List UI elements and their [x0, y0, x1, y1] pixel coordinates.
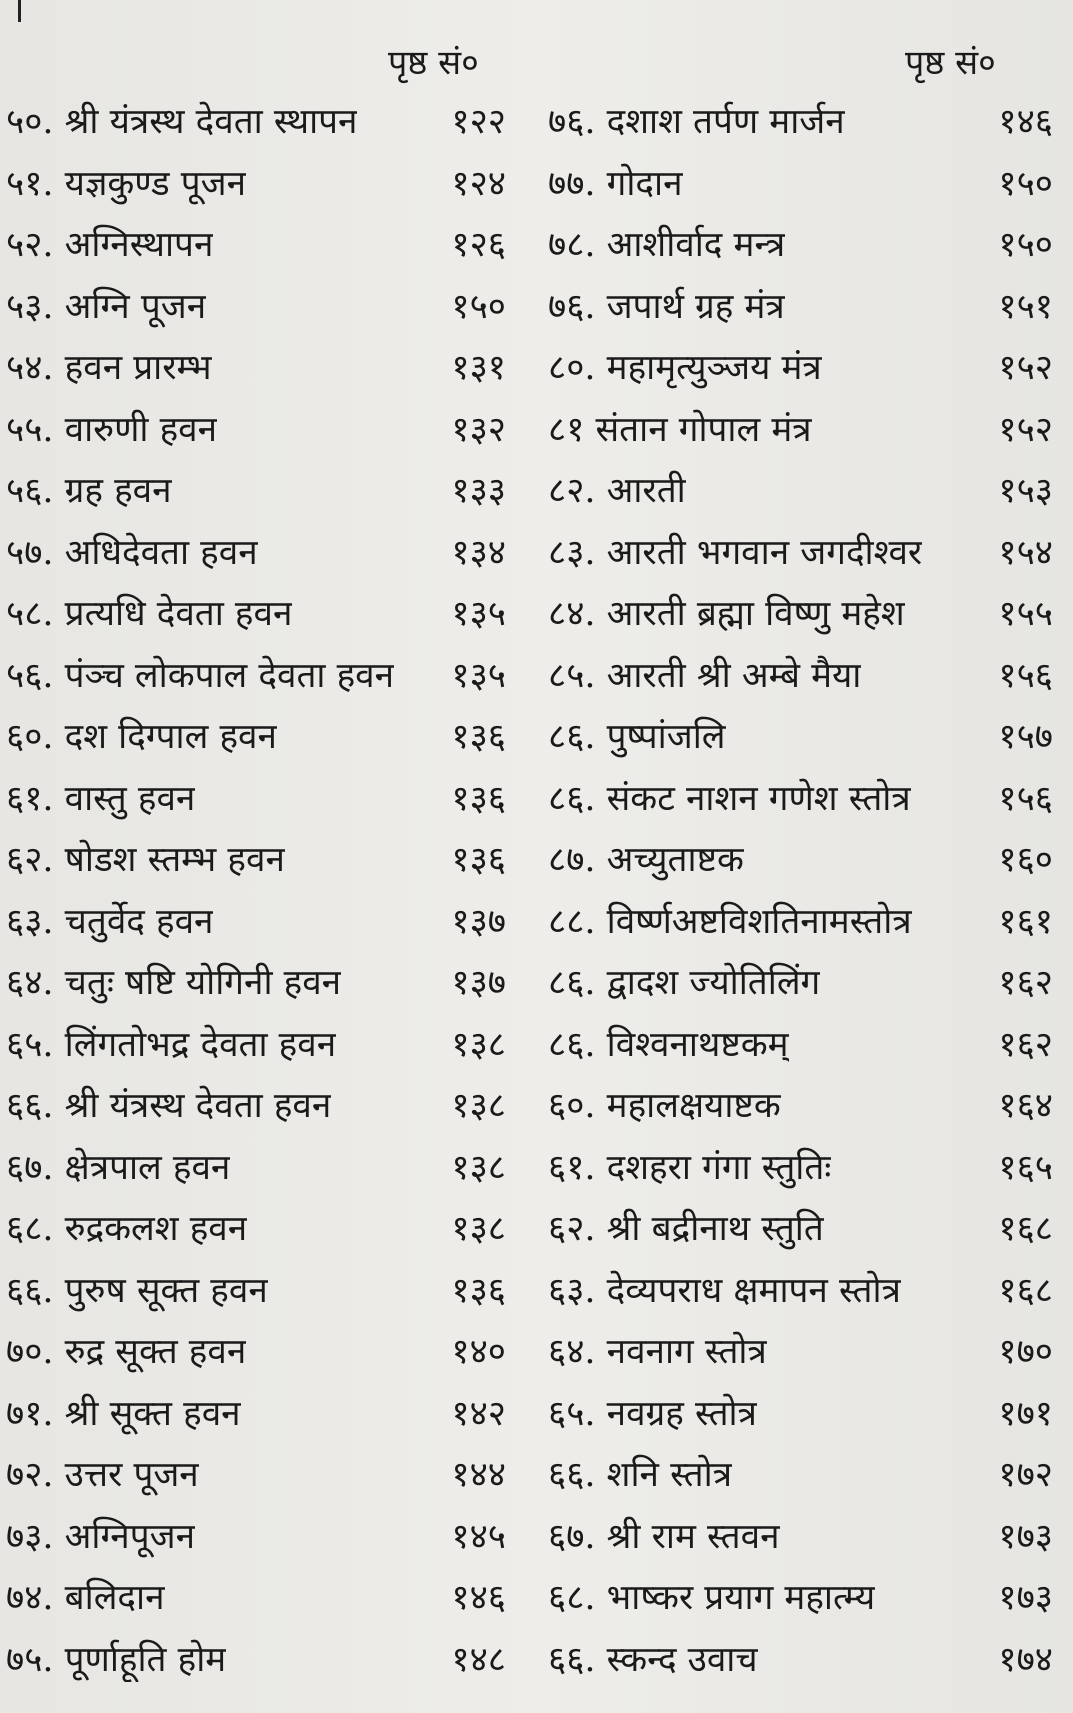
left-page-number-header: पृष्ठ सं० [388, 43, 479, 83]
contents-entry [548, 828, 1053, 890]
contents-entry [548, 1628, 1053, 1690]
contents-entry [548, 767, 1053, 829]
entry-title: ६८. भाष्कर प्रयाग महात्म्य [548, 1578, 876, 1619]
contents-entry [6, 951, 506, 1013]
contents-entry [6, 1197, 506, 1259]
entry-title: ६१. दशहरा गंगा स्तुतिः [548, 1147, 832, 1188]
entry-page-number: १६२ [998, 963, 1053, 1004]
entry-title: ५६. पंञ्च लोकपाल देवता हवन [6, 655, 395, 696]
contents-entry [6, 1628, 506, 1690]
entry-title: ६३. देव्यपराध क्षमापन स्तोत्र [548, 1270, 901, 1311]
entry-title: ८१ संतान गोपाल मंत्र [548, 409, 812, 450]
contents-entry [6, 1382, 506, 1444]
entry-title: ८५. आरती श्री अम्बे मैया [548, 655, 862, 696]
entry-title: ७६. दशाश तर्पण मार्जन [548, 102, 845, 143]
entry-title: ८६. विश्वनाथष्टकम् [548, 1024, 789, 1065]
contents-entry [548, 1259, 1053, 1321]
entry-page-number: १२२ [451, 102, 506, 143]
contents-entry [6, 1074, 506, 1136]
entry-page-number: १२४ [451, 163, 506, 204]
entry-title: ६५. लिंगतोभद्र देवता हवन [6, 1024, 337, 1065]
contents-entry [6, 767, 506, 829]
contents-entry [6, 828, 506, 890]
entry-page-number: १३६ [451, 778, 506, 819]
contents-entry [548, 90, 1053, 152]
contents-entry [6, 1136, 506, 1198]
contents-entry [548, 275, 1053, 337]
entry-page-number: १२६ [451, 225, 506, 266]
contents-entry [548, 459, 1053, 521]
entry-page-number: १६१ [998, 901, 1053, 942]
entry-page-number: १३६ [451, 840, 506, 881]
entry-page-number: १५६ [998, 655, 1053, 696]
contents-entry [6, 1443, 506, 1505]
contents-entry [548, 1013, 1053, 1075]
entry-title: ५८. प्रत्यधि देवता हवन [6, 594, 293, 635]
entry-page-number: १६२ [998, 1024, 1053, 1065]
entry-title: ७४. बलिदान [6, 1578, 165, 1619]
entry-title: ६५. नवग्रह स्तोत्र [548, 1393, 757, 1434]
contents-entry [548, 1566, 1053, 1628]
entry-page-number: १६८ [998, 1270, 1053, 1311]
entry-page-number: १७३ [998, 1578, 1053, 1619]
entry-title: ७८. आशीर्वाद मन्त्र [548, 225, 786, 266]
entry-title: ८६. पुष्पांजलि [548, 717, 726, 758]
entry-page-number: १५० [998, 163, 1053, 204]
entry-title: ५६. ग्रह हवन [6, 471, 172, 512]
entry-page-number: १३८ [451, 1024, 506, 1065]
entry-page-number: १५३ [998, 471, 1053, 512]
entry-title: ८८. विर्ष्णअष्टविशतिनामस्तोत्र [548, 901, 912, 942]
entry-page-number: १७० [998, 1332, 1053, 1373]
entry-title: ६८. रुद्रकलश हवन [6, 1209, 248, 1250]
contents-entry [548, 213, 1053, 275]
entry-title: ५३. अग्नि पूजन [6, 286, 207, 327]
entry-page-number: १३५ [451, 594, 506, 635]
entry-title: ६७. श्री राम स्तवन [548, 1516, 780, 1557]
entry-title: ६६. पुरुष सूक्त हवन [6, 1270, 268, 1311]
entry-title: ७१. श्री सूक्त हवन [6, 1393, 241, 1434]
entry-title: ८७. अच्युताष्टक [548, 840, 744, 881]
contents-entry [6, 1566, 506, 1628]
right-contents-column [548, 90, 1053, 1689]
entry-page-number: १३७ [451, 963, 506, 1004]
entry-page-number: १३५ [451, 655, 506, 696]
entry-page-number: १३२ [451, 409, 506, 450]
entry-title: ८६. द्वादश ज्योतिलिंग [548, 963, 821, 1004]
entry-page-number: १५१ [998, 286, 1053, 327]
contents-entry [6, 152, 506, 214]
contents-entry [548, 1320, 1053, 1382]
entry-title: ५७. अधिदेवता हवन [6, 532, 258, 573]
contents-entry [6, 336, 506, 398]
entry-page-number: १४८ [451, 1639, 506, 1680]
entry-title: ७२. उत्तर पूजन [6, 1455, 199, 1496]
entry-title: ७७. गोदान [548, 163, 683, 204]
entry-title: ६६. श्री यंत्रस्थ देवता हवन [6, 1086, 332, 1127]
contents-entry [6, 213, 506, 275]
entry-page-number: १५६ [998, 778, 1053, 819]
entry-title: ५४. हवन प्रारम्भ [6, 348, 212, 389]
entry-title: ६०. दश दिग्पाल हवन [6, 717, 277, 758]
entry-title: ७६. जपार्थ ग्रह मंत्र [548, 286, 785, 327]
entry-page-number: १६८ [998, 1209, 1053, 1250]
entry-page-number: १३६ [451, 717, 506, 758]
contents-entry [548, 1443, 1053, 1505]
left-contents-column [6, 90, 506, 1689]
entry-page-number: १५२ [998, 348, 1053, 389]
entry-title: ६७. क्षेत्रपाल हवन [6, 1147, 231, 1188]
entry-title: ८०. महामृत्युञ्जय मंत्र [548, 348, 822, 389]
entry-page-number: १३८ [451, 1086, 506, 1127]
entry-page-number: १७४ [998, 1639, 1053, 1680]
entry-page-number: १३८ [451, 1209, 506, 1250]
contents-entry [6, 1013, 506, 1075]
contents-entry [6, 1259, 506, 1321]
contents-entry [548, 644, 1053, 706]
entry-page-number: १६० [998, 840, 1053, 881]
contents-entry [6, 890, 506, 952]
right-page-number-header: पृष्ठ सं० [905, 43, 996, 83]
contents-entry [548, 705, 1053, 767]
entry-page-number: १४६ [451, 1578, 506, 1619]
contents-entry [548, 1136, 1053, 1198]
entry-title: ५५. वारुणी हवन [6, 409, 218, 450]
entry-title: ६४. चतुः षष्टि योगिनी हवन [6, 963, 342, 1004]
entry-page-number: १३१ [451, 348, 506, 389]
entry-page-number: १५० [451, 286, 506, 327]
entry-title: ६२. षोडश स्तम्भ हवन [6, 840, 285, 881]
entry-page-number: १७२ [998, 1455, 1053, 1496]
entry-title: ५२. अग्निस्थापन [6, 225, 214, 266]
contents-entry [6, 459, 506, 521]
contents-entry [6, 521, 506, 583]
entry-title: ८४. आरती ब्रह्मा विष्णु महेश [548, 594, 905, 635]
contents-entry [6, 1505, 506, 1567]
contents-entry [548, 152, 1053, 214]
entry-page-number: १३८ [451, 1147, 506, 1188]
contents-entry [548, 1382, 1053, 1444]
entry-page-number: १३३ [451, 471, 506, 512]
contents-entry [6, 398, 506, 460]
contents-entry [548, 521, 1053, 583]
column-headers [0, 38, 1073, 88]
contents-entry [6, 1320, 506, 1382]
entry-title: ६४. नवनाग स्तोत्र [548, 1332, 767, 1373]
entry-page-number: १६४ [998, 1086, 1053, 1127]
entry-page-number: १६५ [998, 1147, 1053, 1188]
entry-page-number: १४६ [998, 102, 1053, 143]
contents-entry [548, 398, 1053, 460]
entry-page-number: १७१ [998, 1393, 1053, 1434]
entry-page-number: १७३ [998, 1516, 1053, 1557]
contents-entry [548, 1505, 1053, 1567]
entry-title: ८२. आरती [548, 471, 686, 512]
entry-page-number: १३६ [451, 1270, 506, 1311]
entry-page-number: १४५ [451, 1516, 506, 1557]
entry-title: ८३. आरती भगवान जगदीश्वर [548, 532, 923, 573]
contents-entry [548, 951, 1053, 1013]
entry-title: ७०. रुद्र सूक्त हवन [6, 1332, 247, 1373]
entry-title: ७५. पूर्णाहूति होम [6, 1639, 227, 1680]
entry-title: ६६. शनि स्तोत्र [548, 1455, 733, 1496]
entry-title: ६०. महालक्षयाष्टक [548, 1086, 781, 1127]
entry-page-number: १५४ [998, 532, 1053, 573]
entry-page-number: १४४ [451, 1455, 506, 1496]
contents-entry [6, 582, 506, 644]
entry-page-number: १५५ [998, 594, 1053, 635]
entry-page-number: १३७ [451, 901, 506, 942]
contents-entry [6, 644, 506, 706]
entry-title: ७३. अग्निपूजन [6, 1516, 195, 1557]
contents-entry [548, 890, 1053, 952]
entry-title: ६२. श्री बद्रीनाथ स्तुति [548, 1209, 824, 1250]
contents-entry [6, 275, 506, 337]
contents-entry [548, 1197, 1053, 1259]
entry-title: ५०. श्री यंत्रस्थ देवता स्थापन [6, 102, 358, 143]
entry-page-number: १५० [998, 225, 1053, 266]
entry-title: ८६. संकट नाशन गणेश स्तोत्र [548, 778, 911, 819]
contents-entry [6, 90, 506, 152]
entry-title: ६६. स्कन्द उवाच [548, 1639, 758, 1680]
entry-page-number: १५७ [998, 717, 1053, 758]
entry-page-number: १३४ [451, 532, 506, 573]
page-edge-mark [18, 0, 21, 22]
contents-entry [548, 1074, 1053, 1136]
entry-page-number: १५२ [998, 409, 1053, 450]
entry-page-number: १४२ [451, 1393, 506, 1434]
contents-entry [548, 582, 1053, 644]
entry-title: ६३. चतुर्वेद हवन [6, 901, 214, 942]
entry-title: ६१. वास्तु हवन [6, 778, 196, 819]
entry-page-number: १४० [451, 1332, 506, 1373]
contents-entry [548, 336, 1053, 398]
contents-entry [6, 705, 506, 767]
entry-title: ५१. यज्ञकुण्ड पूजन [6, 163, 247, 204]
